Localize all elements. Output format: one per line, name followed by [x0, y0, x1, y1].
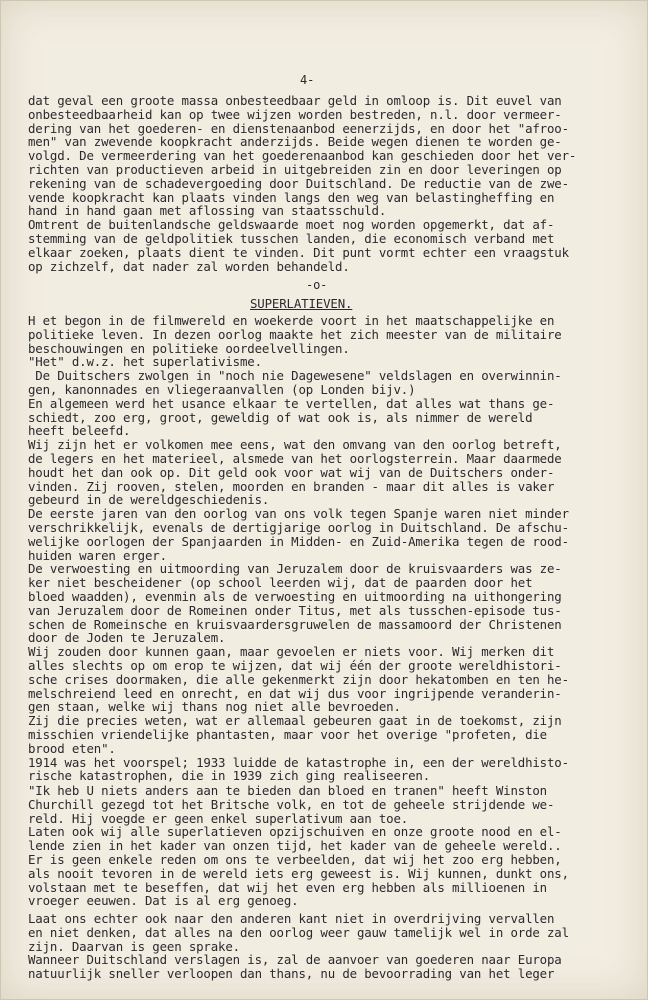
text-line: en niet denken, dat alles na den oorlog weer gauw tamelijk wel in orde zal: [28, 924, 569, 940]
text-line: rekening van de schadevergoeding door Duitschland. De reductie van de zwe-: [28, 175, 569, 191]
text-line: misschien vriendelijke phantasten, maar voor het overige "profeten, die: [28, 726, 547, 742]
text-line: vroeger eeuwen. Dat is al erg genoeg.: [28, 893, 299, 909]
text-line: alles slechts op om erop te wijzen, dat wij één der groote wereldhistori-: [28, 657, 562, 673]
text-line: hand in hand gaan met aflossing van staatsschuld.: [28, 203, 387, 219]
text-line: ker niet bescheidener (op school leerden wij, dat de paarden door het: [28, 575, 533, 591]
text-line: brood eten".: [28, 740, 116, 756]
text-line: 1914 was het voorspel; 1933 luidde de katastrophe in, een der wereldhisto-: [28, 754, 569, 770]
text-line: als nooit tevoren in de wereld iets erg geweest is. Wij kunnen, dunkt ons,: [28, 865, 569, 881]
text-line: Churchill gezegd tot het Britsche volk, en tot de geheele strijdende we-: [28, 796, 555, 812]
text-line: vende koopkracht kan plaats vinden langs den weg van belastingheffing en: [28, 189, 555, 205]
text-line: men" van zwevende koopkracht anderzijds. Beide wegen dienen te worden ge-: [28, 134, 562, 150]
text-line: houdt het dan ook op. Dit geld ook voor wat wij van de Duitschers onder-: [28, 464, 555, 480]
text-line: Laat ons echter ook naar den anderen kant niet in overdrijving vervallen: [28, 911, 555, 926]
text-line: welijke oorlogen der Spanjaarden in Midden- en Zuid-Amerika tegen de rood-: [28, 533, 569, 549]
text-line: gen staan, welke wij thans nog niet alle bevroeden.: [28, 699, 401, 715]
text-line: Omtrent de buitenlandsche geldswaarde moet nog worden opgemerkt, dat af-: [28, 217, 555, 233]
text-line: schiedt, zoo erg, groot, geweldig of wat ook is, als nimmer de wereld: [28, 409, 533, 425]
text-line: politieke leven. In dezen oorlog maakte het zich meester van de militaire: [28, 326, 562, 342]
body-group-3: [28, 912, 633, 981]
text-line: lende zien in het kader van onzen tijd, het kader van de geheele wereld..: [28, 838, 562, 854]
text-line: richten van productieven arbeid in uitgebreiden zin en door leveringen op: [28, 161, 562, 177]
section-heading: SUPERLATIEVEN.: [250, 296, 353, 311]
text-line: dering van het goederen- en dienstenaanbod eenerzijds, en door het "afroo-: [28, 120, 569, 136]
text-line: natuurlijk sneller verloopen dan thans, nu de bevoorrading van het leger: [28, 966, 555, 982]
text-line: H et begon in de filmwereld en woekerde voort in het maatschappelijke en: [28, 313, 555, 328]
text-line: op zichzelf, dat nader zal worden behandeld.: [28, 258, 350, 274]
text-line: En algemeen werd het usance elkaar te vertellen, dat alles wat thans ge-: [28, 395, 555, 411]
text-line: rische katastrophen, die in 1939 zich ging realiseeren.: [28, 768, 431, 784]
text-line: Wanneer Duitschland verslagen is, zal de aanvoer van goederen naar Europa: [28, 952, 562, 968]
body-group-1: [28, 314, 633, 783]
text-line: Er is geen enkele reden om ons te verbeelden, dat wij het zoo erg hebben,: [28, 851, 562, 867]
body-group-2: [28, 784, 633, 908]
text-line: melschreiend leed en onrecht, en dat wij dus voor ingrijpende veranderin-: [28, 685, 562, 701]
text-line: stemming van de geldpolitiek tusschen landen, die economisch verband met: [28, 230, 555, 246]
text-line: bloed waadden), evenmin als de verwoesting en uitmoording na uithongering: [28, 588, 562, 604]
text-line: "Ik heb U niets anders aan te bieden dan bloed en tranen" heeft Winston: [28, 783, 547, 798]
text-line: verschrikkelijk, evenals de dertigjarige oorlog in Duitschland. De afschu-: [28, 519, 569, 535]
text-line: sche crises doormaken, die alle gekenmerkt zijn door hekatomben en ten he-: [28, 671, 569, 687]
text-line: elkaar zoeken, plaats dient te vinden. Dit punt vormt echter een vraagstuk: [28, 244, 569, 260]
text-line: Wij zijn het er volkomen mee eens, wat den omvang van den oorlog betreft,: [28, 437, 562, 453]
text-line: schen de Romeinsche en kruisvaardersgruwelen de massamoord der Christenen: [28, 616, 562, 632]
text-line: De eerste jaren van den oorlog van ons volk tegen Spanje waren niet minder: [28, 506, 569, 522]
section-separator: -o-: [306, 278, 328, 292]
text-line: reld. Hij voegde er geen enkel superlativum aan toe.: [28, 810, 409, 826]
text-line: de legers en het materieel, alsmede van het oorlogsterrein. Maar daarmede: [28, 450, 562, 466]
text-line: beschouwingen en politieke oordeelvellingen.: [28, 340, 350, 356]
text-line: volgd. De vermeerdering van het goederenaanbod kan geschieden door het ver-: [28, 148, 577, 164]
text-line: zijn. Daarvan is geen sprake.: [28, 938, 240, 954]
text-line: dat geval een groote massa onbesteedbaar geld in omloop is. Dit euvel van: [28, 93, 562, 108]
text-line: gen, kanonnades en vliegeraanvallen (op Londen bijv.): [28, 381, 416, 397]
text-line: Laten ook wij alle superlatieven opzijschuiven en onze groote nood en el-: [28, 824, 562, 840]
text-line: "Het" d.w.z. het superlativisme.: [28, 354, 262, 370]
text-line: Wij zouden door kunnen gaan, maar gevoelen er niets voor. Wij merken dit: [28, 644, 555, 660]
text-line: heeft beleefd.: [28, 423, 131, 439]
paragraph-top: [28, 94, 633, 273]
text-line: vinden. Zij rooven, stelen, moorden en branden - maar dit alles is vaker: [28, 478, 555, 494]
text-line: van Jeruzalem door de Romeinen onder Titus, met als tusschen-episode tus-: [28, 602, 562, 618]
text-line: De verwoesting en uitmoording van Jeruzalem door de kruisvaarders was ze-: [28, 561, 562, 577]
text-line: gebeurd in de wereldgeschiedenis.: [28, 492, 270, 508]
text-line: De Duitschers zwolgen in "noch nie Dagewesene" veldslagen en overwinnin-: [28, 368, 562, 384]
page-number: 4-: [300, 73, 315, 87]
text-line: door de Joden te Jeruzalem.: [28, 630, 226, 646]
text-line: onbesteedbaarheid kan op twee wijzen worden bestreden, n.l. door vermeer-: [28, 106, 562, 122]
text-line: volstaan met te beseffen, dat wij het even erg hebben als millioenen in: [28, 879, 547, 895]
text-line: Zij die precies weten, wat er allemaal gebeuren gaat in de toekomst, zijn: [28, 713, 562, 729]
text-line: huiden waren erger.: [28, 547, 167, 563]
